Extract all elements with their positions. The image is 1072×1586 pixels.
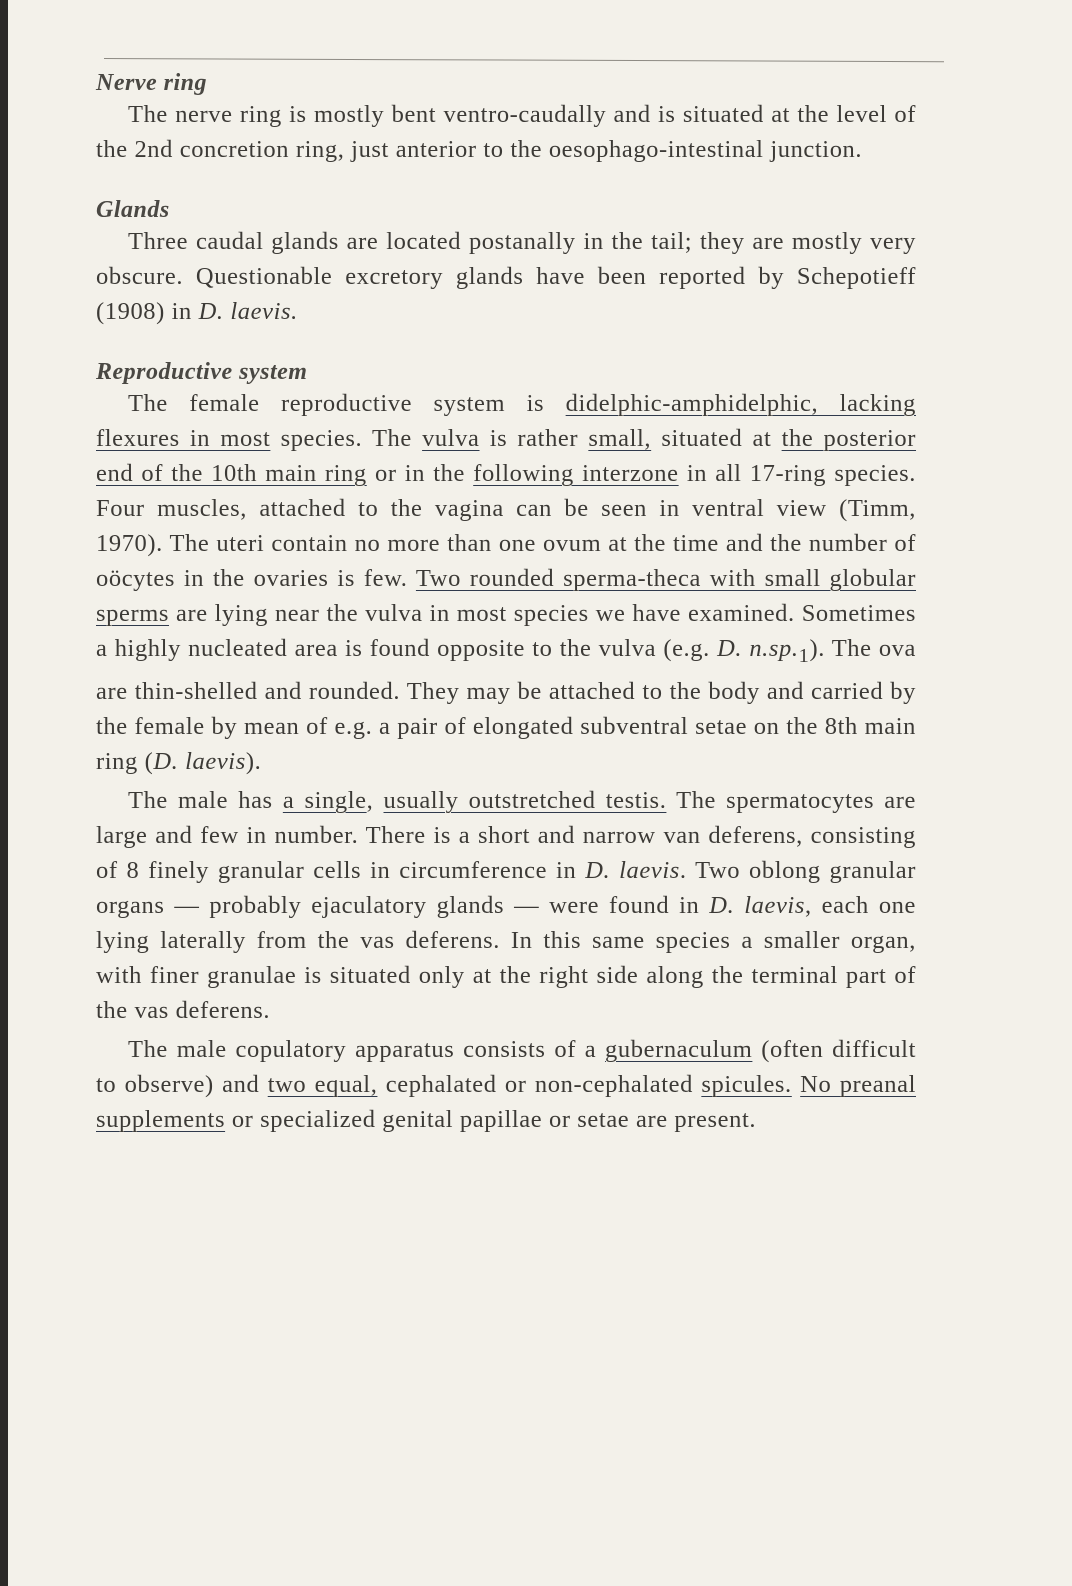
text-run: in all 17-ring species. Four muscles, attached to the vagina can be seen in ventral view (Timm, 1970). The uteri contain no more than one ovum at the time and the number of oöcytes in the ovaries is few. [96, 460, 916, 592]
underlined-text: a single [282, 786, 367, 814]
text-run: . Two oblong granular organs — probably ejaculatory glands — were found in [96, 856, 916, 919]
text-run: , [366, 786, 384, 814]
text-run [792, 1071, 800, 1098]
text-run: or in the [366, 460, 474, 487]
underlined-text: No preanal supplements [96, 1070, 916, 1133]
italic-text: D. laevis [585, 856, 680, 884]
text-run: or specialized genital papillae or setae are present. [225, 1105, 757, 1133]
text-run: ). The ova are thin-shelled and rounded. They may be attached to the body and carried by the female by mean of e.g. a pair of elongated subventral setae on the 8th main ring ( [96, 635, 916, 775]
paragraph-male-reproductive [96, 783, 916, 1028]
underlined-text: usually outstretched testis. [383, 786, 667, 814]
italic-text: D. n.sp. [717, 635, 799, 662]
text-run: (often difficult to observe) and [96, 1035, 916, 1098]
header-rule [104, 58, 944, 62]
underlined-text: didelphic-amphidelphic, lacking flexures in most [96, 390, 916, 452]
heading-glands: Glands [96, 197, 170, 223]
text-run: are lying near the vulva in most species we have examined. Sometimes a highly nucleated area is found opposite to the vulva (e.g. [96, 600, 916, 662]
text-run: species. The [270, 425, 423, 452]
text-run: The male copulatory apparatus consists of a [128, 1035, 606, 1063]
text-run: The spermatocytes are large and few in number. There is a short and narrow van deferens, consisting of 8 finely granular cells in circumference in [96, 786, 916, 884]
underlined-text: small, [588, 425, 652, 452]
underlined-text: the posterior end of the 10th main ring [96, 425, 917, 487]
text-run: ). [245, 747, 262, 775]
underlined-text: Two rounded sperma-theca with small globular sperms [96, 565, 916, 627]
underlined-text: following interzone [473, 460, 679, 487]
heading-reproductive-system: Reproductive system [96, 359, 308, 385]
text-run: cephalated or non-cephalated [377, 1070, 702, 1098]
glands-species: D. laevis. [198, 298, 298, 325]
underlined-text: spicules. [701, 1070, 792, 1098]
text-run: The female reproductive system is [128, 390, 566, 417]
underlined-text: gubernaculum [605, 1035, 753, 1063]
underlined-text: two equal, [267, 1070, 378, 1098]
paragraph-male-copulatory [96, 1032, 916, 1137]
text-run: , each one lying laterally from the vas deferens. In this same species a smaller organ, with finer granulae is situated only at the right side along the terminal part of the vas deferens. [96, 891, 917, 1024]
italic-text: D. laevis [709, 891, 805, 919]
text-run: situated at [651, 425, 782, 452]
paragraph-female-reproductive [96, 386, 916, 779]
page-binding-edge [0, 0, 8, 1586]
subscript-text: 1 [798, 644, 810, 667]
text-run: is rather [479, 425, 589, 452]
glands-text: Three caudal glands are located postanally in the tail; they are mostly very obscure. Questionable excretory glands have been reported by Schepotieff (1908) in [96, 228, 916, 325]
heading-nerve-ring: Nerve ring [96, 70, 207, 96]
paragraph-glands [96, 224, 916, 329]
paragraph-nerve-ring: The nerve ring is mostly bent ventro-caudally and is situated at the level of the 2nd concretion ring, just anterior to the oesophago-intestinal junction. [96, 101, 916, 163]
text-run: The male has [128, 786, 283, 814]
underlined-text: vulva [422, 425, 480, 452]
document-page [96, 70, 916, 1137]
italic-text: D. laevis [153, 747, 246, 775]
